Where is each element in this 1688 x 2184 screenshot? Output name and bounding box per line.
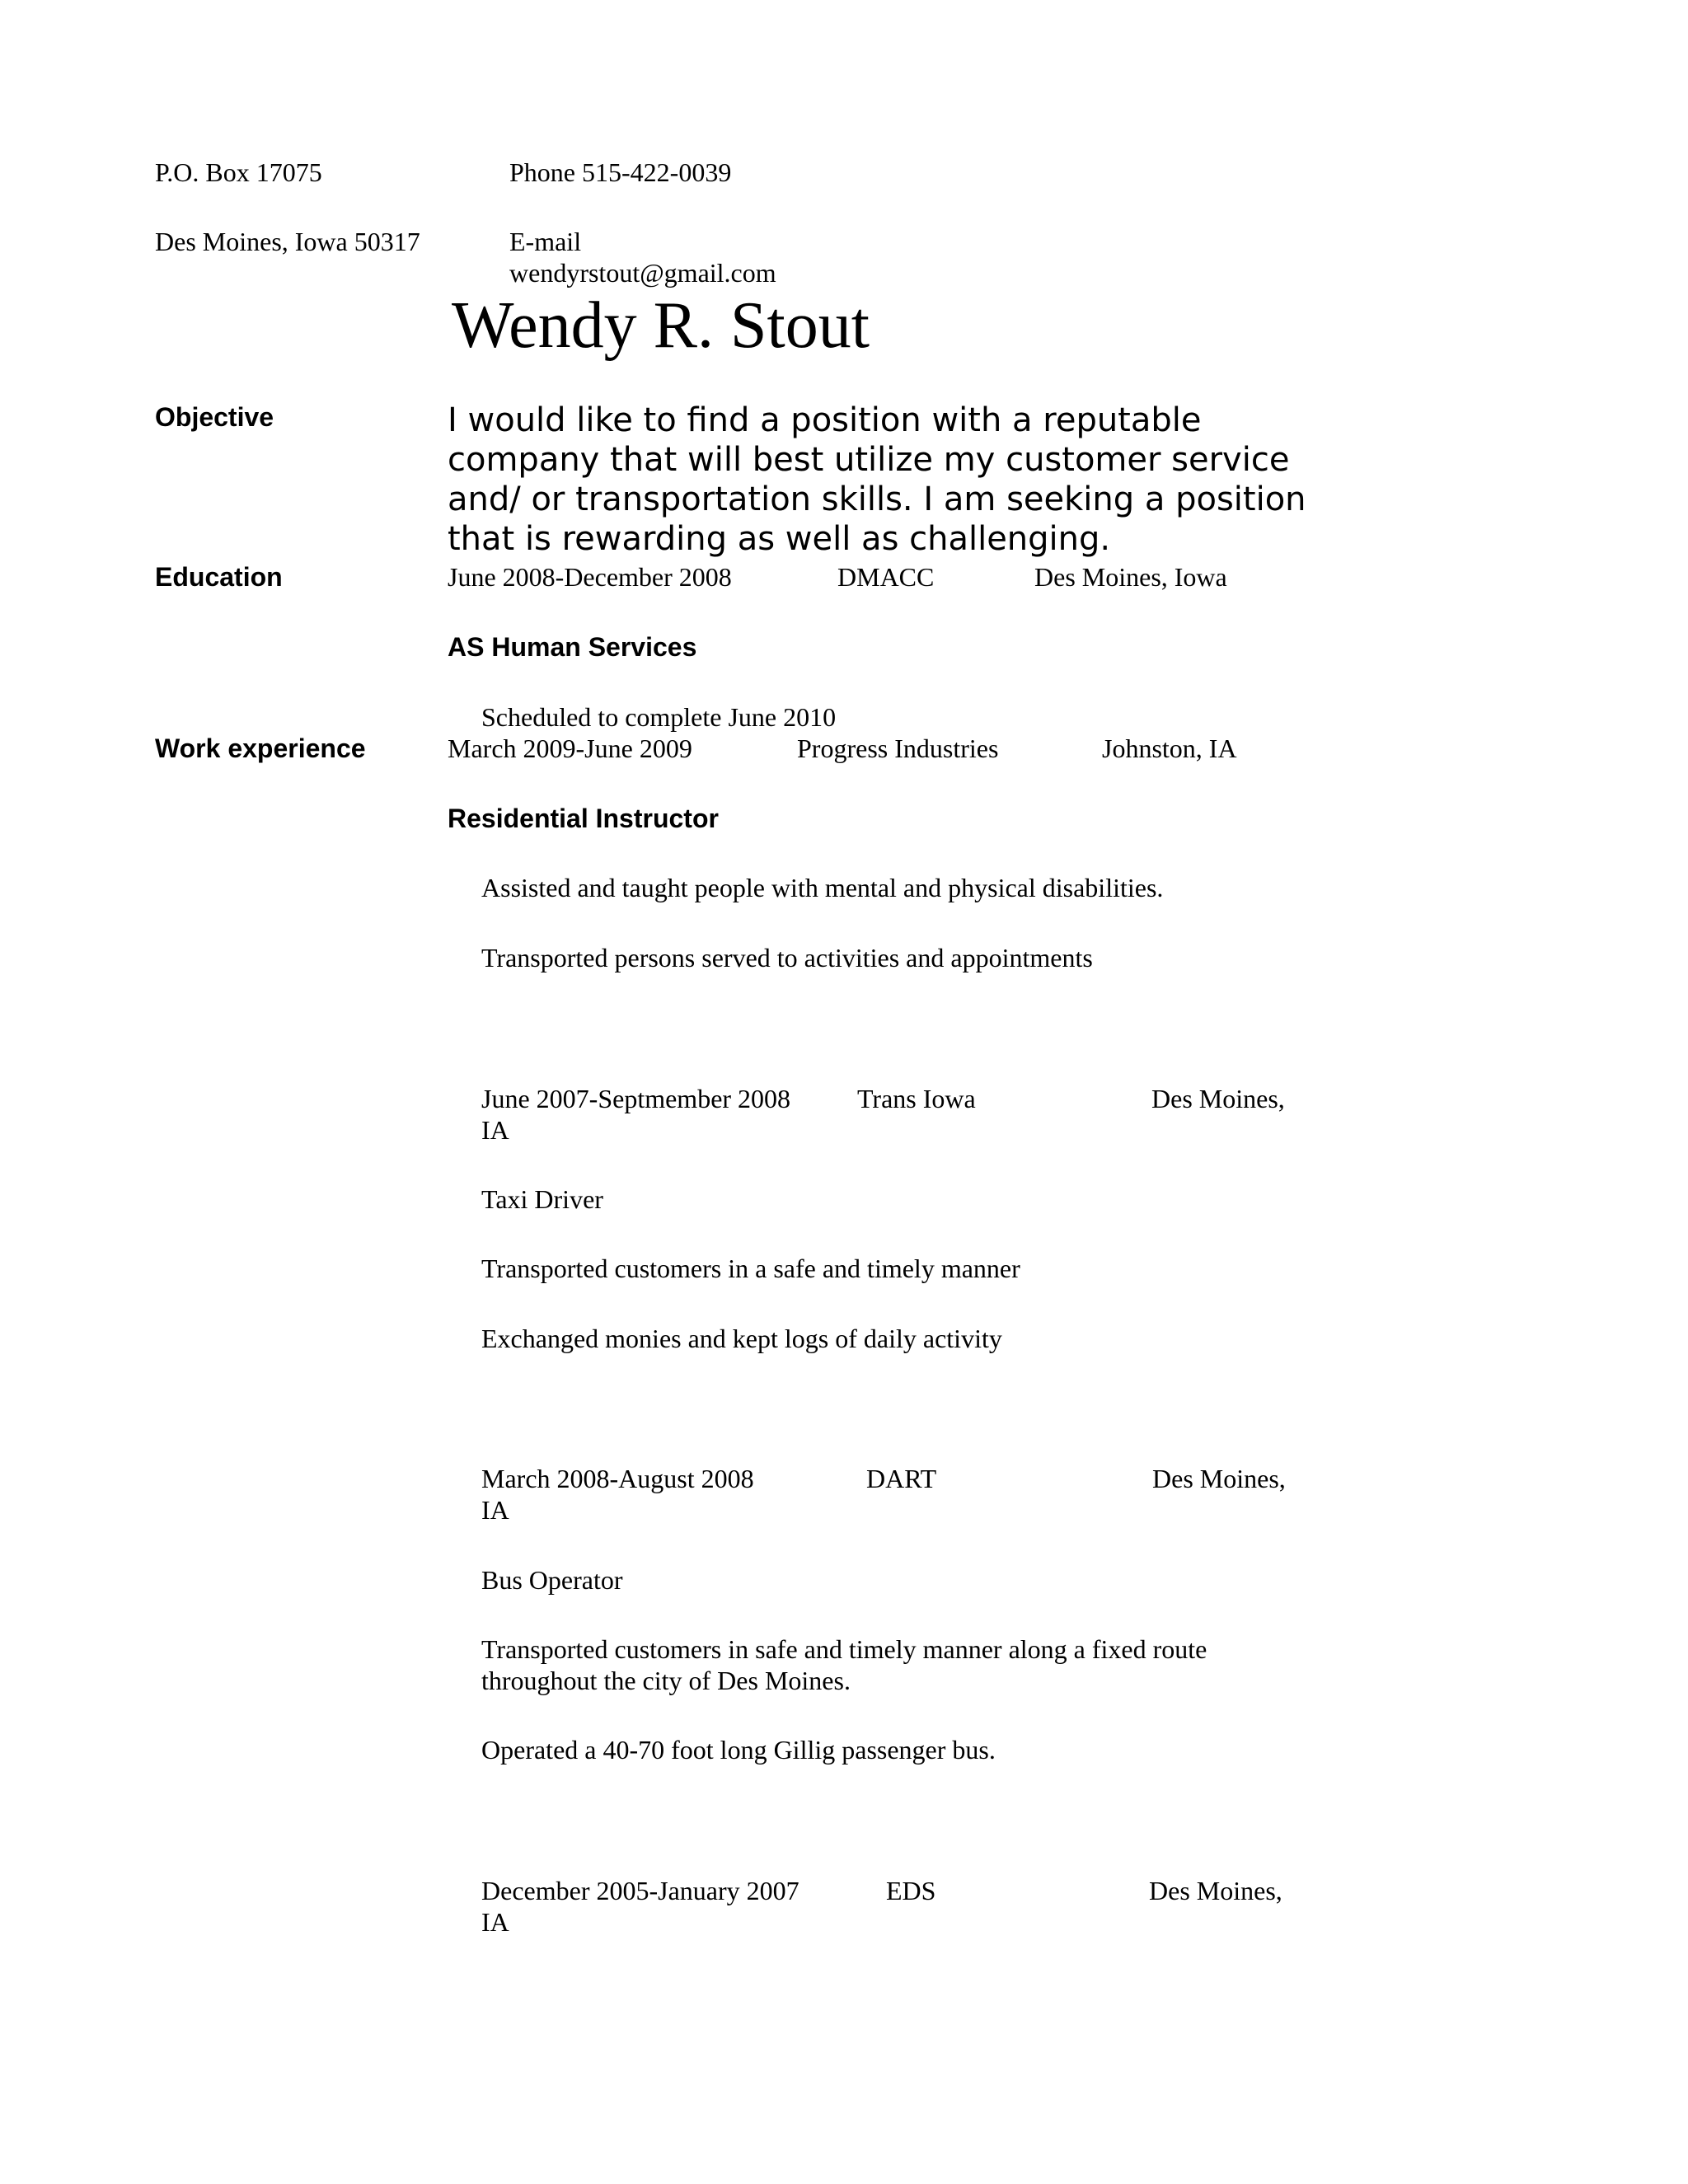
- job-company: DART: [866, 1464, 937, 1493]
- job-duty: Transported persons served to activities and appointments: [481, 943, 1093, 972]
- job-location: Johnston, IA: [1102, 733, 1237, 763]
- city-line: Des Moines, Iowa 50317: [155, 227, 420, 256]
- job-duty: Transported customers in a safe and timely manner: [481, 1254, 1020, 1283]
- job-company: Trans Iowa: [857, 1084, 976, 1113]
- po-box: P.O. Box 17075: [155, 157, 322, 187]
- education-note: Scheduled to complete June 2010: [481, 702, 837, 732]
- job-dates: December 2005-January 2007: [481, 1876, 799, 1905]
- job-title: Residential Instructor: [448, 804, 719, 833]
- education-label: Education: [155, 562, 283, 592]
- job-dates: March 2009-June 2009: [448, 733, 692, 763]
- education-dates: June 2008-December 2008: [448, 562, 732, 592]
- phone: Phone 515-422-0039: [509, 157, 732, 187]
- education-school: DMACC: [837, 562, 935, 592]
- objective-text: I would like to find a position with a reputable company that will best utilize my customer service and/ or transportation skills. I am seeking a position that is rewarding as well as challenging.: [448, 401, 1306, 558]
- education-degree: AS Human Services: [448, 632, 697, 662]
- job-title: Bus Operator: [481, 1565, 623, 1595]
- email-label: E-mail: [509, 227, 582, 256]
- job-location: Des Moines,: [1151, 1084, 1285, 1113]
- job-location-line2: IA: [481, 1495, 509, 1525]
- job-company: EDS: [886, 1876, 936, 1905]
- email[interactable]: wendyrstout@gmail.com: [509, 258, 776, 288]
- job-dates: June 2007-Septmember 2008: [481, 1084, 791, 1113]
- job-location: Des Moines,: [1152, 1464, 1286, 1493]
- job-company: Progress Industries: [797, 733, 999, 763]
- resume-name: Wendy R. Stout: [452, 289, 870, 362]
- job-duty: Operated a 40-70 foot long Gillig passenger bus.: [481, 1735, 996, 1765]
- job-location-line2: IA: [481, 1907, 509, 1937]
- job-location-line2: IA: [481, 1115, 509, 1145]
- education-location: Des Moines, Iowa: [1034, 562, 1227, 592]
- job-location: Des Moines,: [1149, 1876, 1282, 1905]
- work-label: Work experience: [155, 733, 366, 763]
- job-duty: Assisted and taught people with mental and physical disabilities.: [481, 873, 1164, 902]
- job-title: Taxi Driver: [481, 1184, 603, 1214]
- job-duty: Transported customers in safe and timely manner along a fixed route throughout the city of Des Moines.: [481, 1634, 1207, 1695]
- job-duty: Exchanged monies and kept logs of daily activity: [481, 1324, 1002, 1353]
- objective-label: Objective: [155, 402, 274, 432]
- job-dates: March 2008-August 2008: [481, 1464, 754, 1493]
